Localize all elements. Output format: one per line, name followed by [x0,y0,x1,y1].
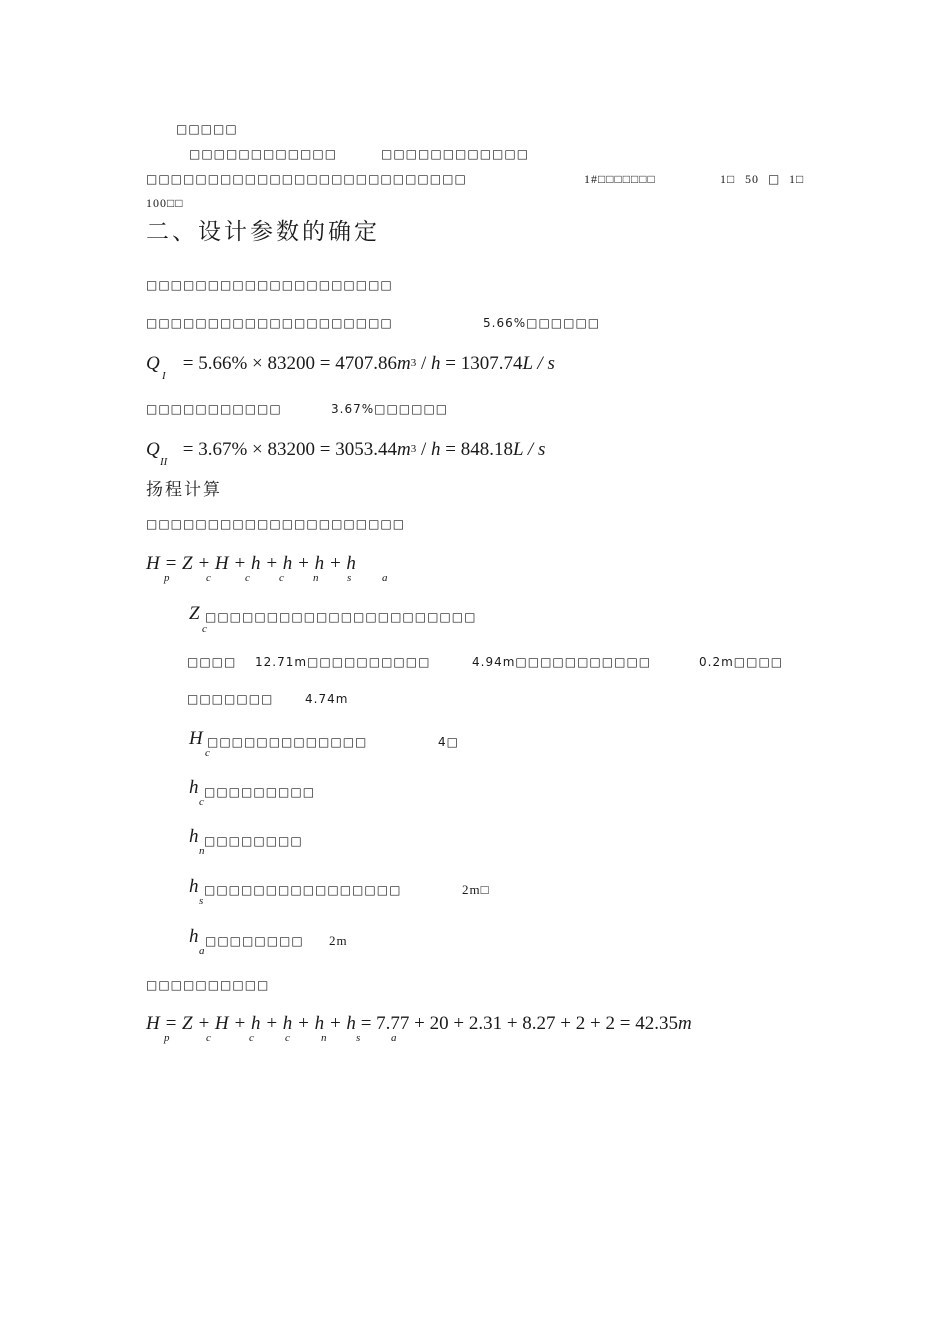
eq1-h: h [430,353,441,374]
def-zc-line2c: 4.94m□□□□□□□□□□□ [472,655,652,669]
eq4-sub-c1: c [206,1032,211,1044]
def-hc-cap-symbol: H [189,728,203,749]
def-hs-symbol: h [189,876,199,897]
eq4-lhs: H = Z + H + h + h + h + h [146,1013,356,1034]
def-hn-sub: n [199,845,205,857]
subheading-head-calc: 扬程计算 [146,480,222,500]
eq2-rhs-a: = 3.67% × 83200 = 3053.44 [182,439,397,460]
eq4-sub-s: s [356,1032,361,1044]
eq1-rhs-a: = 5.66% × 83200 = 4707.86 [182,353,397,374]
def-hn-symbol: h [189,826,199,847]
def-hc-cap-sub: c [205,747,210,759]
def-hs-sub: s [199,895,204,907]
def-hc-text: □□□□□□□□□ [204,785,316,799]
intro-line-2a: □□□□□□□□□□□□ [189,147,338,161]
eq1-m: m [396,353,411,374]
eq3-sub-n: n [313,572,319,584]
eq3-sub-c1: c [206,572,211,584]
equation-q1 [146,351,555,376]
eq4-sub-c2: c [249,1032,254,1044]
def-ha-value: 2m [329,933,348,948]
def-zc-line2a: □□□□ [187,655,237,669]
intro-line-3e: □ [768,172,781,186]
eq2-rhs-c: = 848.18 [440,439,513,460]
def-zc-line3b: 4.74m [305,692,349,706]
def-hc-cap-text: □□□□□□□□□□□□□ [207,735,368,749]
def-zc-sub: c [202,623,207,635]
eq2-rhs-b: / [416,439,431,460]
eq1-rhs-b: / [416,353,431,374]
eq3-subscripts [146,572,406,586]
def-hn-text: □□□□□□□□ [204,834,303,848]
paragraph-3b: 3.67%□□□□□□ [331,402,449,416]
intro-line-1: □□□□□ [176,122,238,136]
intro-line-3b: 1#□□□□□□□ [584,172,656,186]
def-hc-cap-value: 4□ [438,735,459,749]
eq2-m: m [396,439,411,460]
eq2-subscript: II [160,456,168,468]
eq1-rhs-c: = 1307.74 [440,353,523,374]
eq4-rhs: = 7.77 + 20 + 2.31 + 8.27 + 2 + 2 = 42.35 [360,1013,678,1034]
def-hc-symbol: h [189,777,199,798]
eq1-symbol: Q [146,353,160,374]
eq4-subscripts [146,1032,406,1046]
intro-line-3f: 1□ [789,172,805,186]
eq3-sub-s: s [347,572,352,584]
intro-line-3c: 1□ [720,172,736,186]
def-zc-text: □□□□□□□□□□□□□□□□□□□□□□ [205,610,477,624]
section-heading: 二、设计参数的确定 [146,219,380,245]
def-zc-line2d: 0.2m□□□□ [699,655,784,669]
paragraph-4: □□□□□□□□□□□□□□□□□□□□□ [146,517,406,531]
def-ha-symbol: h [189,926,199,947]
paragraph-5: □□□□□□□□□□ [146,978,270,992]
intro-line-2b: □□□□□□□□□□□□ [381,147,530,161]
def-hs-value: 2m□ [462,882,490,897]
eq4-sub-c3: c [285,1032,290,1044]
equation-hp-formula: H = Z + H + h + h + h + h [146,553,356,574]
equation-q2 [146,437,545,462]
def-zc-line3a: □□□□□□□ [187,692,274,706]
eq2-symbol: Q [146,439,160,460]
paragraph-2b: 5.66%□□□□□□ [483,316,601,330]
eq1-sup: 3 [410,357,417,369]
eq1-unit: L / s [522,353,555,374]
def-zc-symbol: Z [189,603,200,624]
def-ha-sub: a [199,945,205,957]
eq2-unit: L / s [512,439,546,460]
def-hc-sub: c [199,796,204,808]
eq2-h: h [430,439,441,460]
eq4-sub-a: a [391,1032,397,1044]
intro-line-4: 100□□ [146,196,184,210]
paragraph-1: □□□□□□□□□□□□□□□□□□□□ [146,278,393,292]
eq2-sup: 3 [410,443,417,455]
intro-line-3d: 50 [745,172,759,186]
eq3-sub-a: a [382,572,388,584]
eq4-sub-p: p [164,1032,170,1044]
eq3-sub-c2: c [245,572,250,584]
def-zc-line2b: 12.71m□□□□□□□□□□ [255,655,431,669]
paragraph-3a: □□□□□□□□□□□ [146,402,282,416]
def-hs-text: □□□□□□□□□□□□□□□□ [204,883,402,897]
eq3-sub-c3: c [279,572,284,584]
eq4-unit: m [677,1013,692,1034]
eq4-sub-n: n [321,1032,327,1044]
def-ha-text: □□□□□□□□ [205,934,304,948]
intro-line-3a: □□□□□□□□□□□□□□□□□□□□□□□□□□ [146,172,467,186]
paragraph-2a: □□□□□□□□□□□□□□□□□□□□ [146,316,393,330]
eq3-sub-p: p [164,572,170,584]
eq1-subscript: I [162,370,166,382]
